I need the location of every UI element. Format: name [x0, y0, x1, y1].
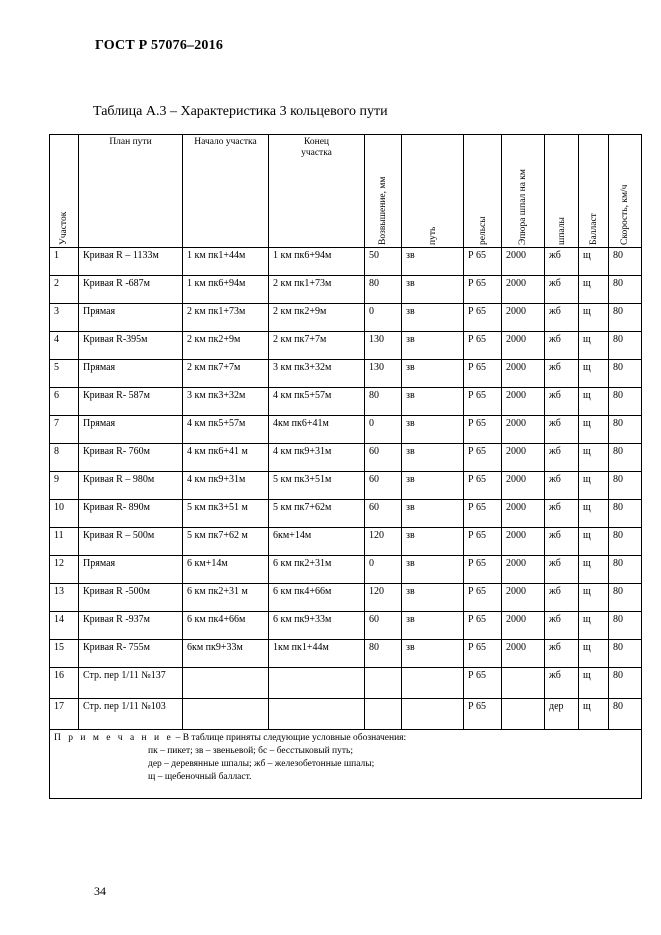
cell-track: зв [402, 388, 464, 416]
cell-end: 6 км пк2+31м [269, 556, 365, 584]
table-row [50, 612, 642, 640]
cell-speed: 80 [609, 528, 642, 556]
cell-track: зв [402, 472, 464, 500]
cell-sleepers: жб [545, 528, 579, 556]
col-header-section-start: Начало участка [183, 135, 269, 248]
cell-end: 2 км пк1+73м [269, 276, 365, 304]
cell-sleepers: жб [545, 612, 579, 640]
note-line: – В таблице приняты следующие условные обозначения: [175, 733, 407, 743]
col-header-track: путь [402, 135, 464, 248]
cell-end [269, 699, 365, 730]
cell-ballast: щ [579, 528, 609, 556]
cell-speed: 80 [609, 668, 642, 699]
col-header-ballast: Балласт [579, 135, 609, 248]
cell-ballast: щ [579, 612, 609, 640]
cell-sleepers: дер [545, 699, 579, 730]
cell-rails: Р 65 [464, 472, 502, 500]
cell-sleeper-diagram: 2000 [502, 444, 545, 472]
cell-end: 4 км пк5+57м [269, 388, 365, 416]
cell-ballast: щ [579, 304, 609, 332]
cell-rails: Р 65 [464, 304, 502, 332]
cell-speed: 80 [609, 304, 642, 332]
cell-elevation: 130 [365, 360, 402, 388]
note-label: П р и м е ч а н и е [54, 733, 174, 743]
cell-start: 2 км пк7+7м [183, 360, 269, 388]
cell-track: зв [402, 556, 464, 584]
cell-track-plan: Кривая R- 587м [79, 388, 183, 416]
cell-elevation [365, 668, 402, 699]
cell-track-plan: Кривая R- 760м [79, 444, 183, 472]
cell-end: 6 км пк4+66м [269, 584, 365, 612]
cell-sleepers: жб [545, 360, 579, 388]
cell-rails: Р 65 [464, 388, 502, 416]
cell-elevation: 120 [365, 584, 402, 612]
cell-ballast: щ [579, 444, 609, 472]
cell-speed: 80 [609, 500, 642, 528]
cell-start: 2 км пк2+9м [183, 332, 269, 360]
cell-section: 2 [50, 276, 79, 304]
cell-sleeper-diagram: 2000 [502, 388, 545, 416]
cell-track-plan: Прямая [79, 360, 183, 388]
cell-ballast: щ [579, 584, 609, 612]
cell-track: зв [402, 360, 464, 388]
cell-end: 2 км пк7+7м [269, 332, 365, 360]
document-code: ГОСТ Р 57076–2016 [95, 38, 224, 53]
col-header-sleepers: шпалы [545, 135, 579, 248]
cell-track-plan: Прямая [79, 556, 183, 584]
cell-ballast: щ [579, 248, 609, 276]
cell-rails: Р 65 [464, 556, 502, 584]
cell-section: 3 [50, 304, 79, 332]
cell-ballast: щ [579, 332, 609, 360]
cell-ballast: щ [579, 360, 609, 388]
cell-sleeper-diagram: 2000 [502, 500, 545, 528]
cell-ballast: щ [579, 699, 609, 730]
cell-end: 5 км пк7+62м [269, 500, 365, 528]
cell-sleeper-diagram: 2000 [502, 612, 545, 640]
cell-speed: 80 [609, 416, 642, 444]
cell-ballast: щ [579, 500, 609, 528]
cell-track: зв [402, 500, 464, 528]
table-row [50, 360, 642, 388]
cell-track [402, 668, 464, 699]
cell-sleeper-diagram: 2000 [502, 556, 545, 584]
cell-elevation: 0 [365, 416, 402, 444]
table-header-row [50, 135, 642, 248]
cell-track-plan: Кривая R -500м [79, 584, 183, 612]
cell-section: 12 [50, 556, 79, 584]
cell-end: 4км пк6+41м [269, 416, 365, 444]
cell-section: 1 [50, 248, 79, 276]
cell-sleeper-diagram [502, 699, 545, 730]
cell-section: 8 [50, 444, 79, 472]
table-row [50, 304, 642, 332]
cell-elevation: 0 [365, 556, 402, 584]
cell-end: 5 км пк3+51м [269, 472, 365, 500]
cell-start: 4 км пк6+41 м [183, 444, 269, 472]
cell-track-plan: Кривая R -687м [79, 276, 183, 304]
table-row [50, 472, 642, 500]
note-line: пк – пикет; зв – звеньевой; бс – бесстыковый путь; [148, 746, 354, 756]
cell-rails: Р 65 [464, 248, 502, 276]
cell-track: зв [402, 640, 464, 668]
cell-rails: Р 65 [464, 640, 502, 668]
table-row [50, 584, 642, 612]
cell-start: 5 км пк7+62 м [183, 528, 269, 556]
cell-section: 10 [50, 500, 79, 528]
cell-elevation: 130 [365, 332, 402, 360]
cell-sleeper-diagram [502, 668, 545, 699]
cell-rails: Р 65 [464, 500, 502, 528]
cell-speed: 80 [609, 444, 642, 472]
cell-elevation: 80 [365, 640, 402, 668]
cell-speed: 80 [609, 584, 642, 612]
cell-ballast: щ [579, 416, 609, 444]
cell-track-plan: Кривая R- 755м [79, 640, 183, 668]
cell-sleepers: жб [545, 556, 579, 584]
cell-speed: 80 [609, 612, 642, 640]
col-header-sleeper-diagram: Эпюра шпал на км [502, 135, 545, 248]
cell-track-plan: Кривая R – 1133м [79, 248, 183, 276]
cell-start: 2 км пк1+73м [183, 304, 269, 332]
cell-end: 4 км пк9+31м [269, 444, 365, 472]
cell-track: зв [402, 584, 464, 612]
cell-end [269, 668, 365, 699]
table-row [50, 528, 642, 556]
cell-elevation: 50 [365, 248, 402, 276]
cell-track-plan: Кривая R -937м [79, 612, 183, 640]
table-row [50, 640, 642, 668]
cell-ballast: щ [579, 472, 609, 500]
table-row [50, 699, 642, 730]
cell-sleeper-diagram: 2000 [502, 360, 545, 388]
cell-end: 2 км пк2+9м [269, 304, 365, 332]
cell-start: 5 км пк3+51 м [183, 500, 269, 528]
table-row [50, 668, 642, 699]
cell-ballast: щ [579, 556, 609, 584]
table-row [50, 248, 642, 276]
cell-sleeper-diagram: 2000 [502, 248, 545, 276]
cell-elevation: 80 [365, 388, 402, 416]
cell-end: 1км пк1+44м [269, 640, 365, 668]
table-row [50, 556, 642, 584]
cell-track [402, 699, 464, 730]
cell-ballast: щ [579, 640, 609, 668]
cell-rails: Р 65 [464, 276, 502, 304]
cell-track-plan: Прямая [79, 304, 183, 332]
cell-start: 6 км+14м [183, 556, 269, 584]
cell-sleepers: жб [545, 248, 579, 276]
cell-section: 13 [50, 584, 79, 612]
cell-track: зв [402, 612, 464, 640]
cell-sleeper-diagram: 2000 [502, 332, 545, 360]
cell-sleepers: жб [545, 304, 579, 332]
cell-track-plan: Прямая [79, 416, 183, 444]
cell-elevation [365, 699, 402, 730]
cell-rails: Р 65 [464, 528, 502, 556]
cell-start: 6км пк9+33м [183, 640, 269, 668]
cell-speed: 80 [609, 360, 642, 388]
table-row [50, 416, 642, 444]
cell-sleepers: жб [545, 444, 579, 472]
cell-sleeper-diagram: 2000 [502, 472, 545, 500]
cell-rails: Р 65 [464, 360, 502, 388]
cell-section: 5 [50, 360, 79, 388]
cell-sleepers: жб [545, 416, 579, 444]
cell-start [183, 668, 269, 699]
cell-sleeper-diagram: 2000 [502, 416, 545, 444]
cell-speed: 80 [609, 388, 642, 416]
cell-rails: Р 65 [464, 612, 502, 640]
table-note [50, 730, 642, 799]
cell-track: зв [402, 528, 464, 556]
table-row [50, 276, 642, 304]
cell-sleeper-diagram: 2000 [502, 276, 545, 304]
cell-sleeper-diagram: 2000 [502, 528, 545, 556]
cell-start: 6 км пк2+31 м [183, 584, 269, 612]
cell-sleeper-diagram: 2000 [502, 640, 545, 668]
cell-start: 1 км пк1+44м [183, 248, 269, 276]
cell-elevation: 60 [365, 444, 402, 472]
cell-section: 6 [50, 388, 79, 416]
cell-elevation: 80 [365, 276, 402, 304]
cell-sleepers: жб [545, 668, 579, 699]
cell-elevation: 60 [365, 472, 402, 500]
cell-end: 3 км пк3+32м [269, 360, 365, 388]
cell-ballast: щ [579, 388, 609, 416]
cell-start: 3 км пк3+32м [183, 388, 269, 416]
cell-ballast: щ [579, 668, 609, 699]
cell-start [183, 699, 269, 730]
cell-ballast: щ [579, 276, 609, 304]
cell-rails: Р 65 [464, 699, 502, 730]
cell-rails: Р 65 [464, 416, 502, 444]
cell-sleepers: жб [545, 388, 579, 416]
table-row [50, 388, 642, 416]
cell-section: 11 [50, 528, 79, 556]
cell-section: 16 [50, 668, 79, 699]
table-row [50, 500, 642, 528]
cell-section: 14 [50, 612, 79, 640]
cell-section: 17 [50, 699, 79, 730]
cell-track-plan: Кривая R-395м [79, 332, 183, 360]
cell-track: зв [402, 332, 464, 360]
col-header-elevation: Возвышение, мм [365, 135, 402, 248]
cell-sleepers: жб [545, 276, 579, 304]
cell-track-plan: Кривая R – 980м [79, 472, 183, 500]
cell-speed: 80 [609, 640, 642, 668]
cell-elevation: 60 [365, 500, 402, 528]
cell-speed: 80 [609, 276, 642, 304]
col-header-track-plan: План пути [79, 135, 183, 248]
track-characteristics-table [49, 134, 642, 799]
cell-elevation: 60 [365, 612, 402, 640]
cell-rails: Р 65 [464, 584, 502, 612]
cell-speed: 80 [609, 699, 642, 730]
cell-section: 4 [50, 332, 79, 360]
cell-start: 1 км пк6+94м [183, 276, 269, 304]
cell-track: зв [402, 304, 464, 332]
cell-track-plan: Кривая R – 500м [79, 528, 183, 556]
cell-start: 4 км пк9+31м [183, 472, 269, 500]
cell-rails: Р 65 [464, 668, 502, 699]
cell-sleepers: жб [545, 584, 579, 612]
cell-end: 1 км пк6+94м [269, 248, 365, 276]
col-header-rails: рельсы [464, 135, 502, 248]
table-caption: Таблица А.3 – Характеристика 3 кольцевого пути [93, 104, 388, 119]
cell-section: 7 [50, 416, 79, 444]
col-header-section: Участок [50, 135, 79, 248]
cell-track: зв [402, 444, 464, 472]
cell-sleepers: жб [545, 640, 579, 668]
cell-section: 15 [50, 640, 79, 668]
cell-speed: 80 [609, 556, 642, 584]
cell-track-plan: Кривая R- 890м [79, 500, 183, 528]
cell-elevation: 120 [365, 528, 402, 556]
cell-track: зв [402, 416, 464, 444]
col-header-section-end: Конец участка [269, 135, 365, 248]
cell-track: зв [402, 248, 464, 276]
page-number: 34 [94, 884, 106, 898]
cell-speed: 80 [609, 472, 642, 500]
cell-end: 6км+14м [269, 528, 365, 556]
cell-track-plan: Стр. пер 1/11 №103 [79, 699, 183, 730]
cell-start: 4 км пк5+57м [183, 416, 269, 444]
note-line: щ – щебеночный балласт. [148, 772, 252, 782]
cell-elevation: 0 [365, 304, 402, 332]
cell-sleepers: жб [545, 500, 579, 528]
table-note-row [50, 730, 642, 799]
cell-rails: Р 65 [464, 332, 502, 360]
cell-sleeper-diagram: 2000 [502, 584, 545, 612]
cell-speed: 80 [609, 332, 642, 360]
cell-rails: Р 65 [464, 444, 502, 472]
col-header-speed: Скорость, км/ч [609, 135, 642, 248]
cell-track-plan: Стр. пер 1/11 №137 [79, 668, 183, 699]
cell-section: 9 [50, 472, 79, 500]
cell-sleeper-diagram: 2000 [502, 304, 545, 332]
table-row [50, 444, 642, 472]
cell-start: 6 км пк4+66м [183, 612, 269, 640]
cell-speed: 80 [609, 248, 642, 276]
cell-sleepers: жб [545, 472, 579, 500]
table-row [50, 332, 642, 360]
note-line: дер – деревянные шпалы; жб – железобетонные шпалы; [148, 759, 375, 769]
cell-sleepers: жб [545, 332, 579, 360]
cell-end: 6 км пк9+33м [269, 612, 365, 640]
cell-track: зв [402, 276, 464, 304]
